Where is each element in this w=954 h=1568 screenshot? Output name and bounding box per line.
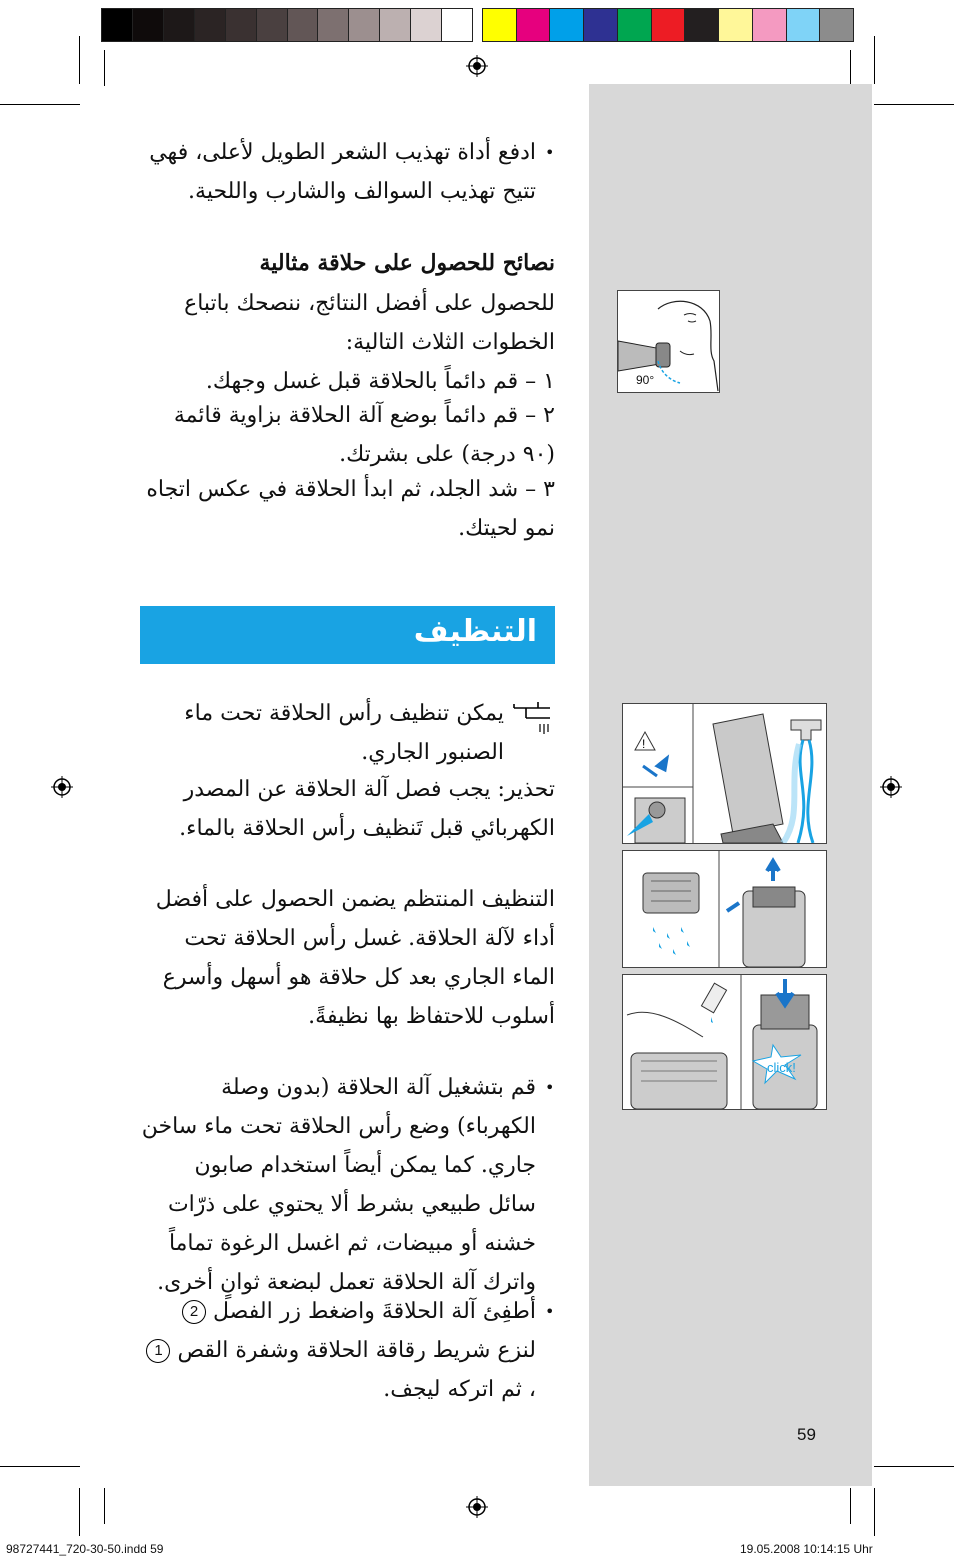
crop-mark [79,36,80,84]
tips-step-3: ٣ – شد الجلد، ثم ابدأ الحلاقة في عكس اتجاه نمو لحيتك. [146,477,555,541]
color-swatch [685,9,719,41]
gray-swatch [133,9,164,41]
crop-mark [0,104,80,105]
bullet-icon: • [545,143,555,162]
gray-swatch [226,9,257,41]
crop-mark [104,1488,105,1524]
crop-mark [0,1466,80,1467]
gray-swatch [411,9,442,41]
color-swatch [719,9,753,41]
color-swatch [618,9,652,41]
color-swatch [753,9,787,41]
switch-off-text-c: ، ثم اتركه ليجف. [383,1377,536,1402]
gray-swatch [257,9,288,41]
color-swatch [787,9,821,41]
gray-swatch [442,9,472,41]
color-swatch [652,9,686,41]
gray-swatch [164,9,195,41]
registration-mark-icon [466,55,488,77]
registration-mark-icon [466,1496,488,1518]
number-2-badge: 2 [182,1300,206,1324]
number-1-badge: 1 [146,1339,170,1363]
color-swatch [517,9,551,41]
tips-intro: للحصول على أفضل النتائج، ننصحك باتباع الخطوات الثلاث التالية: [184,291,555,355]
color-swatch [550,9,584,41]
reassemble-illustration [622,974,827,1110]
crop-mark [850,1488,851,1524]
footer-file: 98727441_720-30-50.indd 59 [6,1542,164,1556]
rinse-illustration [622,703,827,844]
crop-mark [850,50,851,86]
cleaning-warning: تحذير: يجب فصل آلة الحلاقة عن المصدر الكهربائي قبل تَنظيف رأس الحلاقة بالماء. [179,777,555,841]
gray-swatch [288,9,319,41]
svg-text:!: ! [642,737,646,751]
switch-off-instruction [140,1292,536,1409]
gray-scale-bar [101,8,473,42]
cleaning-heading: التنظيف [413,614,537,649]
crop-mark [79,1488,80,1536]
tips-step-2: ٢ – قم دائماً بوضع آلة الحلاقة بزاوية قائمة (٩٠ درجة) على بشرتك. [173,403,555,467]
gray-swatch [102,9,133,41]
bullet-icon: • [545,1302,555,1321]
click-label: click! [767,1060,796,1075]
cleaning-banner [140,606,555,664]
color-swatch [584,9,618,41]
registration-mark-icon [51,776,73,798]
cleaning-water-text: يمكن تنظيف رأس الحلاقة تحت ماء الصنبور الجاري. [184,701,504,765]
switch-off-text-a: أطفِئ آلة الحلاقةَ واضغط زر الفصل [206,1299,536,1324]
crop-mark [874,1488,875,1536]
crop-mark [874,1466,954,1467]
crop-mark [874,36,875,84]
tips-heading: نصائح للحصول على حلاقة مثالية [259,250,555,276]
angle-label: 90° [636,373,655,387]
color-swatch [483,9,517,41]
faucet-icon [510,698,554,742]
crop-mark [104,50,105,86]
gray-swatch [380,9,411,41]
page-number: 59 [797,1425,816,1444]
switch-off-text-b: لنزع شريط رقاقة الحلاقة وشفرة القص [170,1338,536,1363]
gray-swatch [195,9,226,41]
registration-mark-icon [880,776,902,798]
cleaning-regular: التنظيف المنتظم يضمن الحصول على أفضل أداء لآلة الحلاقة. غسل رأس الحلاقة تحت الماء الجاري بعد كل حلاقة هو أسهل وأسرع أسلوب للاحتفاظ بها نظيفةً. [155,887,555,1029]
color-scale-bar [482,8,854,42]
tips-step-1: ١ – قم دائماً بالحلاقة قبل غسل وجهك. [205,369,555,394]
trimmer-instruction: ادفع أداة تهذيب الشعر الطويل لأعلى، فهي تتيح تهذيب السوالف والشارب واللحية. [149,140,536,204]
color-swatch [820,9,853,41]
gray-swatch [349,9,380,41]
gray-swatch [318,9,349,41]
bullet-icon: • [545,1078,555,1097]
run-instruction: قم بتشغيل آلة الحلاقة (بدون وصلة الكهرباء) وضع رأس الحلاقة تحت ماء ساخن جاري. كما يمكن أيضاً استخدام صابون سائل طبيعي بشرط ألا يحتوي على ذرّات خشنه أو مبيضات، ثم اغسل الرغوة تماماً واترك آلة الحلاقة تعمل لبضعة ثوانٍ أخرى. [141,1075,536,1295]
remove-foil-illustration [622,850,827,968]
shaving-angle-illustration [617,290,720,393]
crop-mark [874,104,954,105]
footer-date: 19.05.2008 10:14:15 Uhr [740,1542,873,1556]
